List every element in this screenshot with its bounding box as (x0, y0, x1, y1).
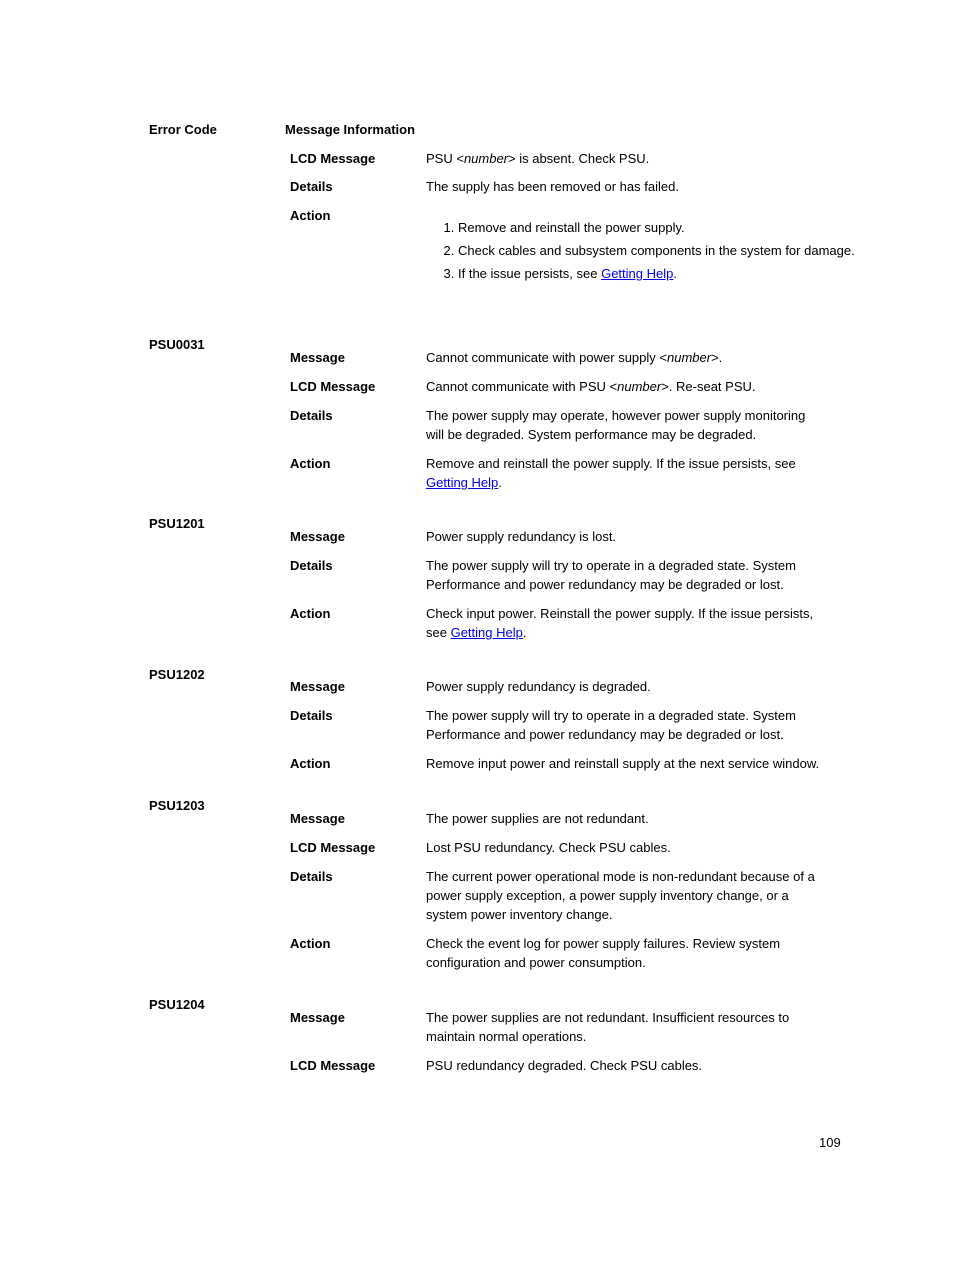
value-message (426, 348, 826, 367)
value-lcd-message: Lost PSU redundancy. Check PSU cables. (426, 840, 671, 855)
value-details: The current power operational mode is non-redundant because of a power supply exception, a power supply inventory change, or a system power inventory change. (426, 869, 815, 922)
getting-help-link[interactable]: Getting Help (450, 625, 523, 640)
text: If the issue persists, see (458, 266, 602, 281)
value-action (426, 454, 826, 492)
text: . (498, 475, 502, 490)
label-message: Message (290, 679, 345, 694)
value-message: The power supplies are not redundant. (426, 811, 649, 826)
text: >. Re-seat PSU. (661, 379, 756, 394)
label-details: Details (290, 708, 333, 723)
error-code: PSU1201 (149, 516, 205, 531)
label-message: Message (290, 529, 345, 544)
label-message: Message (290, 1010, 345, 1025)
value-action: Check the event log for power supply failures. Review system configuration and power consumption. (426, 936, 781, 970)
getting-help-link[interactable]: Getting Help (601, 266, 674, 281)
error-code: PSU0031 (149, 337, 205, 352)
text: >. (711, 350, 723, 365)
value-lcd-message (426, 377, 826, 396)
label-action: Action (290, 756, 331, 771)
text: Check input power. Reinstall the power supply. If the issue persists, see (426, 606, 814, 640)
placeholder-number: number (463, 151, 509, 166)
error-code: PSU1202 (149, 667, 205, 682)
action-step: 1. Remove and reinstall the power supply. (458, 220, 858, 236)
page-number: 109 (819, 1135, 841, 1150)
text: Cannot communicate with PSU < (426, 379, 618, 394)
text: . (522, 625, 527, 640)
action-steps-list (426, 220, 858, 289)
placeholder-number: number (617, 379, 662, 394)
label-details: Details (290, 558, 333, 573)
label-message: Message (290, 350, 345, 365)
value-message: Power supply redundancy is lost. (426, 529, 617, 544)
placeholder-number: number (666, 350, 712, 365)
action-step (458, 266, 858, 282)
label-message: Message (290, 811, 345, 826)
text: . (673, 266, 677, 281)
label-details: Details (290, 179, 333, 194)
label-details: Details (290, 869, 333, 884)
value-message: Power supply redundancy is degraded. (426, 679, 651, 694)
error-code: PSU1203 (149, 798, 205, 813)
value-message: The power supplies are not redundant. Insufficient resources to maintain normal operations. (426, 1010, 790, 1044)
column-header-error-code: Error Code (149, 122, 217, 137)
label-lcd-message: LCD Message (290, 379, 376, 394)
value-details: The power supply may operate, however power supply monitoring will be degraded. System performance may be degraded. (426, 408, 806, 442)
text: Cannot communicate with power supply < (426, 350, 667, 365)
text: Remove and reinstall the power supply. If the issue persists, see (426, 456, 796, 471)
label-lcd-message: LCD Message (290, 151, 376, 166)
label-action: Action (290, 208, 331, 223)
label-lcd-message: LCD Message (290, 840, 376, 855)
value-lcd-message (426, 149, 826, 168)
label-lcd-message: LCD Message (290, 1058, 376, 1073)
error-code: PSU1204 (149, 997, 205, 1012)
label-action: Action (290, 456, 331, 471)
value-details: The supply has been removed or has failed. (426, 179, 679, 194)
action-step: 2. Check cables and subsystem components in the system for damage. (458, 243, 858, 259)
value-action: Remove input power and reinstall supply at the next service window. (426, 756, 820, 771)
text: > is absent. Check PSU. (508, 151, 650, 166)
getting-help-link[interactable]: Getting Help (426, 475, 499, 490)
label-action: Action (290, 606, 331, 621)
label-action: Action (290, 936, 331, 951)
value-lcd-message: PSU redundancy degraded. Check PSU cables. (426, 1058, 703, 1073)
label-details: Details (290, 408, 333, 423)
text: PSU < (426, 151, 464, 166)
value-details: The power supply will try to operate in a degraded state. System Performance and power redundancy may be degraded or lost. (426, 558, 796, 592)
value-action (426, 604, 826, 642)
column-header-message-information: Message Information (285, 122, 416, 137)
value-details: The power supply will try to operate in a degraded state. System Performance and power redundancy may be degraded or lost. (426, 708, 796, 742)
